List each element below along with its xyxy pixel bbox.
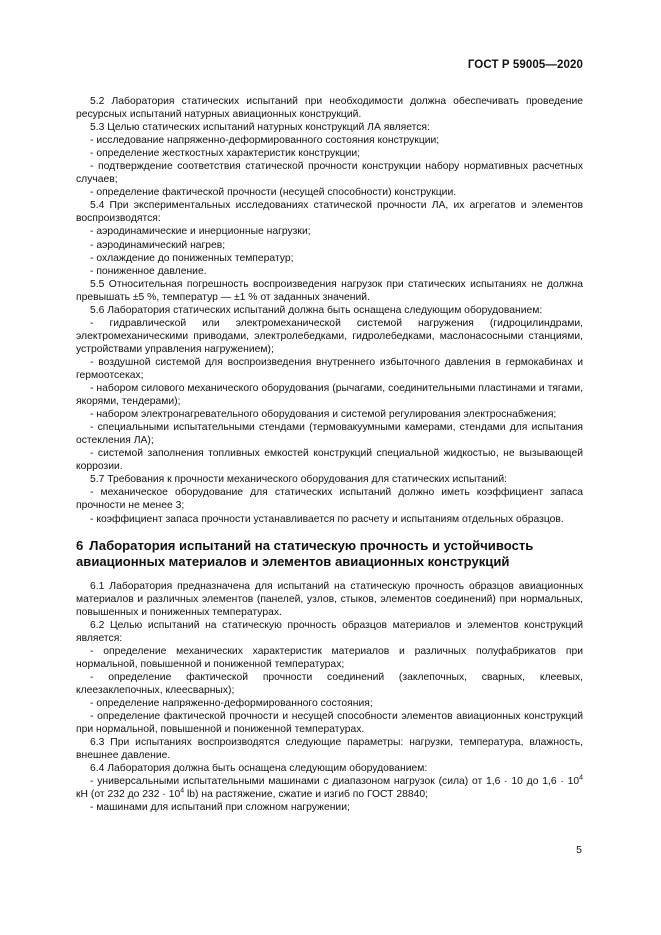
section-6-number: 6 xyxy=(76,537,84,553)
list-item: - набором электронагревательного оборудования и системой регулирования электроснабжения; xyxy=(90,409,557,421)
list-item: - машинами для испытаний при сложном нагружении; xyxy=(90,802,350,814)
list-item: - гидравлической или электромеханической системой нагружения (гидроцилиндрами, электромеханическими приводами, электролебедками, гидролебедками, маслонасосными станциями, устройствами управления нагружением); xyxy=(76,317,583,355)
paragraph: 5.7 Требования к прочности механического оборудования для статических испытаний: xyxy=(90,474,507,486)
paragraph: 5.3 Целью статических испытаний натурных конструкций ЛА является: xyxy=(90,122,430,134)
exponent: 4 xyxy=(579,774,583,782)
list-item: - коэффициент запаса прочности устанавливается по расчету и испытаниям отдельных образцов. xyxy=(90,513,564,525)
page-number: 5 xyxy=(576,844,582,856)
list-item: - исследование напряженно-деформированного состояния конструкции; xyxy=(90,135,440,147)
section-5-body xyxy=(76,95,583,526)
paragraph: 5.6 Лаборатория статических испытаний должна быть оснащена следующим оборудованием: xyxy=(90,304,543,316)
list-item: - определение фактической прочности соединений (заклепочных, сварных, клеевых, клеезаклепочных, клеесварных); xyxy=(76,671,583,696)
list-item: - охлаждение до пониженных температур; xyxy=(90,252,294,264)
list-item: - пониженное давление. xyxy=(90,265,207,277)
list-item: - определение фактической прочности (несущей способности) конструкции. xyxy=(90,187,457,199)
document-header: ГОСТ Р 59005—2020 xyxy=(467,59,583,71)
section-6-title: Лаборатория испытаний на статическую прочность и устойчивость авиационных материалов и элементов авиационных конструкций xyxy=(76,537,534,569)
list-item: - подтверждение соответствия статической прочности конструкции набору нормативных расчетных случаев; xyxy=(76,161,583,186)
list-item: - определение фактической прочности и несущей способности элементов авиационных конструкций при нормальной, повышенной и пониженной температурах. xyxy=(76,711,583,736)
item-text: lb) на растяжение, сжатие и изгиб по ГОСТ 28840; xyxy=(184,789,429,801)
document-body xyxy=(76,95,583,814)
list-item: - механическое оборудование для статических испытаний должно иметь коэффициент запаса прочности не менее 3; xyxy=(76,487,583,512)
item-text: кН (от 232 до 232 · 10 xyxy=(76,789,181,801)
list-item: - определение жесткостных характеристик конструкции; xyxy=(90,148,361,160)
list-item: - воздушной системой для воспроизведения внутреннего избыточного давления в гермокабинах и гермоотсеках; xyxy=(76,356,583,381)
paragraph: 6.3 При испытаниях воспроизводятся следующие параметры: нагрузки, температура, влажность, внешнее давление. xyxy=(76,737,583,762)
section-6-body xyxy=(76,580,583,815)
list-item xyxy=(76,775,583,801)
item-text: - универсальными испытательными машинами с диапазоном нагрузок (сила) от 1,6 · 10 до 1,6 · 10 xyxy=(90,776,580,788)
paragraph: 6.4 Лаборатория должна быть оснащена следующим оборудованием: xyxy=(90,763,428,775)
list-item: - аэродинамические и инерционные нагрузки; xyxy=(90,226,311,238)
list-item: - определение напряженно-деформированного состояния; xyxy=(90,697,373,709)
paragraph: 6.2 Целью испытаний на статическую прочность образцов материалов и элементов конструкций является: xyxy=(76,619,583,644)
exponent: 4 xyxy=(180,787,185,795)
paragraph: 5.5 Относительная погрешность воспроизведения нагрузок при статических испытаниях не должна превышать ±5 %, температур — ±1 % от заданных значений. xyxy=(76,278,583,303)
paragraph: 6.1 Лаборатория предназначена для испытаний на статическую прочность образцов авиационных материалов и различных элементов (панелей, узлов, стыков, элементов соединений) при нормальных, повышенных и пониженных температурах. xyxy=(76,580,583,618)
paragraph: 5.2 Лаборатория статических испытаний при необходимости должна обеспечивать проведение ресурсных испытаний натурных авиационных конструкций. xyxy=(76,96,583,121)
list-item: - набором силового механического оборудования (рычагами, соединительными пластинами и тягами, якорями, тендерами); xyxy=(76,383,583,408)
list-item: - системой заполнения топливных емкостей конструкций специальной жидкостью, не вызывающей коррозии. xyxy=(76,448,583,473)
list-item: - специальными испытательными стендами (термовакуумными камерами, стендами для испытания остекления ЛА); xyxy=(76,422,583,447)
list-item: - аэродинамический нагрев; xyxy=(90,239,226,251)
paragraph: 5.4 При экспериментальных исследованиях статической прочности ЛА, их агрегатов и элементов воспроизводятся: xyxy=(76,200,583,225)
section-6-heading xyxy=(76,538,583,570)
list-item: - определение механических характеристик материалов и различных полуфабрикатов при нормальной, повышенной и пониженной температурах; xyxy=(76,645,583,670)
